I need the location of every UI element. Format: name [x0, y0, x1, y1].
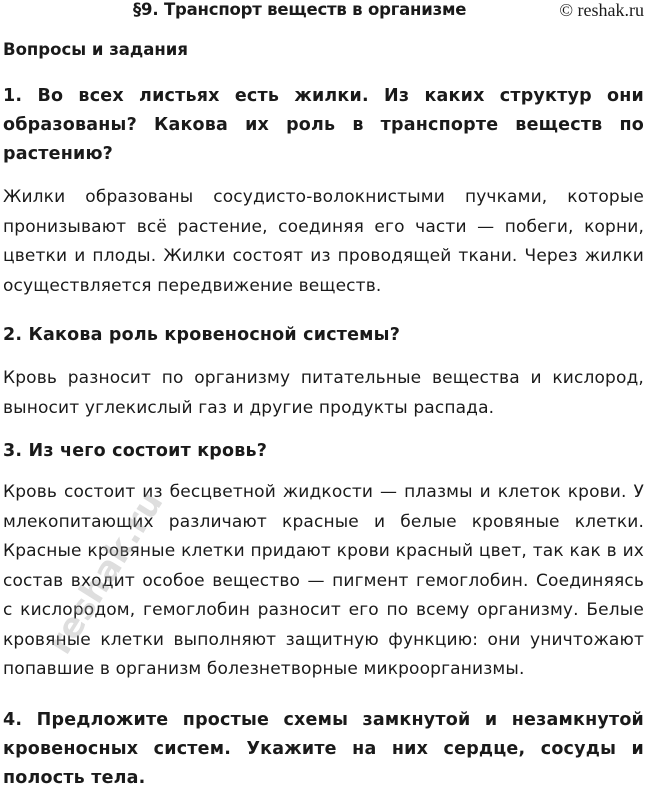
- answer-3: Кровь состоит из бесцветной жидкости — плазмы и клеток крови. У млекопитающих различают красные и белые кровяные клетки. Красные кровяные клетки придают крови красный цвет, так как в их состав входит особое вещество — пигмент гемоглобин. Соединяясь с кислородом, гемоглобин разносит его по всему организму. Белые кровяные клетки выполняют защитную функцию: они уничтожают попавшие в организм болезнетворные микроорганизмы.: [3, 482, 644, 679]
- question-4: 4. Предложите простые схемы замкнутой и незамкнутой кровеносных систем. Укажите на них сердце, сосуды и полость тела.: [3, 710, 644, 788]
- question-1: 1. Во всех листьях есть жилки. Из каких структур они образованы? Какова их роль в транспорте веществ по растению?: [3, 86, 644, 164]
- question-2: 2. Какова роль кровеносной системы?: [3, 325, 401, 345]
- watermark: reshak.ru: [40, 484, 172, 662]
- question-3: 3. Из чего состоит кровь?: [3, 441, 268, 461]
- page-header: [0, 0, 646, 26]
- answer-2: Кровь разносит по организму питательные вещества и кислород, выносит углекислый газ и другие продукты распада.: [3, 368, 644, 418]
- copyright-notice: © reshak.ru: [559, 0, 644, 20]
- paragraph-title: §9. Транспорт веществ в организме: [133, 0, 467, 19]
- section-title: Вопросы и задания: [3, 40, 188, 59]
- answer-1: Жилки образованы сосудисто-волокнистыми пучками, которые пронизывают всё растение, соединяя его части — побеги, корни, цветки и плоды. Жилки состоят из проводящей ткани. Через жилки осуществляется передвижение веществ.: [3, 187, 644, 296]
